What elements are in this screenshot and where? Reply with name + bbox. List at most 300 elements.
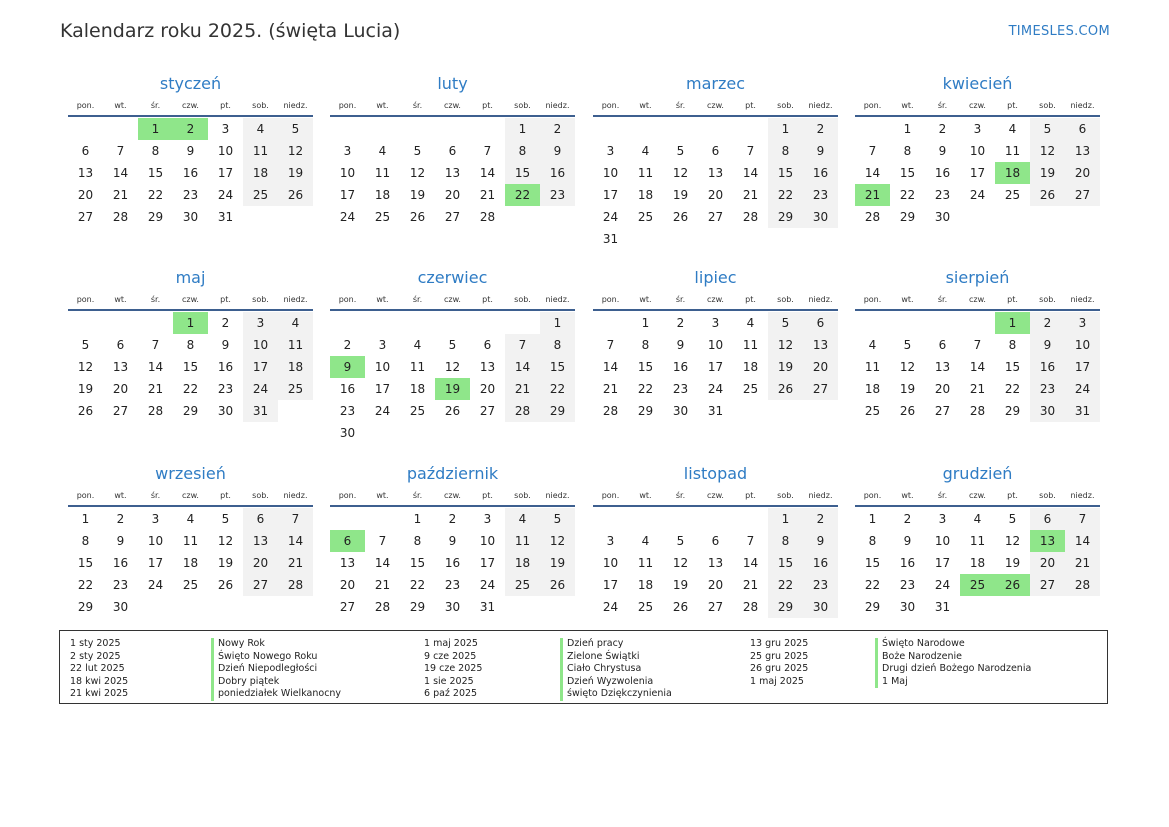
day-cell: 28 (374, 600, 391, 614)
weekday-label: czw. (707, 100, 724, 110)
day-cell: 6 (81, 144, 90, 158)
weekday-label: sob. (252, 294, 269, 304)
weekend-day: 18 (243, 162, 278, 184)
day-cell: 14 (374, 556, 391, 570)
day-cell: 6 (116, 338, 125, 352)
day-cell: 26 (217, 578, 234, 592)
weekday-label: czw. (969, 100, 986, 110)
empty-cell (628, 228, 663, 250)
legend-date: 26 gru 2025 (750, 663, 809, 674)
week-row (330, 400, 575, 422)
weekend-day: 11 (243, 140, 278, 162)
day-cell: 16 (934, 166, 951, 180)
weekend-day: 20 (1030, 552, 1065, 574)
weekend-day: 28 (505, 400, 540, 422)
page-title: Kalendarz roku 2025. (święta Lucia) (60, 20, 401, 42)
day-cell: 21 (742, 188, 759, 202)
weekend-day: 31 (1065, 400, 1100, 422)
day-cell: 24 (602, 600, 619, 614)
weekend-day: 22 (540, 378, 575, 400)
weekday-label: wt. (901, 100, 914, 110)
weekday-label: czw. (969, 294, 986, 304)
day-cell: 27 (444, 210, 461, 224)
empty-cell (733, 400, 768, 422)
weekend-day: 15 (540, 356, 575, 378)
weekend-day: 19 (768, 356, 803, 378)
weekday-label: pt. (1007, 294, 1018, 304)
day-cell: 1 (413, 512, 422, 526)
legend-holiday-name: Drugi dzień Bożego Narodzenia (875, 663, 1031, 676)
day-cell: 13 (479, 360, 496, 374)
day-cell: 3 (606, 534, 615, 548)
day-cell: 31 (479, 600, 496, 614)
day-cell: 7 (868, 144, 877, 158)
day-cell: 3 (378, 338, 387, 352)
empty-cell (365, 312, 400, 334)
weekend-day: 15 (768, 552, 803, 574)
empty-cell (400, 312, 435, 334)
weekday-label: sob. (777, 490, 794, 500)
empty-cell (698, 118, 733, 140)
day-cell: 16 (444, 556, 461, 570)
weekend-day: 12 (1030, 140, 1065, 162)
weekend-day: 12 (768, 334, 803, 356)
day-cell: 8 (186, 338, 195, 352)
legend-holiday-name: Święto Nowego Roku (211, 651, 341, 664)
month-4 (855, 73, 1100, 228)
day-cell: 13 (707, 166, 724, 180)
day-cell: 30 (672, 404, 689, 418)
weekend-day: 5 (540, 508, 575, 530)
day-cell: 5 (221, 512, 230, 526)
day-cell: 4 (746, 316, 755, 330)
weekend-day: 11 (278, 334, 313, 356)
weekend-day: 20 (1065, 162, 1100, 184)
day-cell: 16 (182, 166, 199, 180)
header-rule (68, 115, 313, 117)
weekday-label: pon. (76, 490, 95, 500)
day-cell: 14 (479, 166, 496, 180)
weekday-label: sob. (777, 100, 794, 110)
empty-cell (68, 312, 103, 334)
holiday-day: 19 (435, 378, 470, 400)
day-cell: 11 (742, 338, 759, 352)
day-cell: 28 (742, 210, 759, 224)
day-cell: 8 (903, 144, 912, 158)
day-cell: 10 (602, 556, 619, 570)
day-cell: 5 (448, 338, 457, 352)
day-cell: 16 (217, 360, 234, 374)
day-cell: 21 (479, 188, 496, 202)
day-cell: 17 (217, 166, 234, 180)
legend-holiday-name: poniedziałek Wielkanocny (211, 688, 341, 701)
legend-date: 19 cze 2025 (424, 663, 483, 674)
day-cell: 9 (676, 338, 685, 352)
empty-cell (768, 228, 803, 250)
day-cell: 21 (112, 188, 129, 202)
day-cell: 22 (77, 578, 94, 592)
header-rule (330, 115, 575, 117)
month-name: grudzień (942, 464, 1013, 483)
day-cell: 22 (637, 382, 654, 396)
empty-cell (365, 422, 400, 444)
day-cell: 16 (899, 556, 916, 570)
weekday-label: wt. (376, 100, 389, 110)
weekday-label: pt. (1007, 100, 1018, 110)
week-row (68, 356, 313, 378)
day-cell: 14 (602, 360, 619, 374)
day-cell: 2 (343, 338, 352, 352)
day-cell: 4 (186, 512, 195, 526)
day-cell: 23 (339, 404, 356, 418)
day-cell: 22 (864, 578, 881, 592)
day-cell: 16 (112, 556, 129, 570)
weekend-day: 21 (505, 378, 540, 400)
weekend-day: 8 (540, 334, 575, 356)
weekend-day: 12 (278, 140, 313, 162)
day-cell: 15 (864, 556, 881, 570)
day-cell: 1 (81, 512, 90, 526)
week-row (68, 530, 313, 552)
day-cell: 29 (899, 210, 916, 224)
empty-cell (698, 228, 733, 250)
legend-dates-col-2 (424, 638, 482, 701)
day-cell: 22 (182, 382, 199, 396)
week-row (330, 312, 575, 334)
weekend-day: 30 (1030, 400, 1065, 422)
day-cell: 12 (77, 360, 94, 374)
weekday-label: sob. (514, 490, 531, 500)
weekend-day: 27 (1065, 184, 1100, 206)
day-cell: 30 (112, 600, 129, 614)
day-cell: 4 (413, 338, 422, 352)
empty-cell (663, 228, 698, 250)
weekday-label: czw. (182, 294, 199, 304)
week-row (593, 312, 838, 334)
week-row (593, 508, 838, 530)
day-cell: 13 (77, 166, 94, 180)
weekday-label: śr. (412, 490, 423, 500)
weekend-day: 2 (803, 118, 838, 140)
day-cell: 6 (938, 338, 947, 352)
week-row (593, 206, 838, 228)
weekday-header (593, 289, 838, 309)
day-cell: 6 (711, 144, 720, 158)
day-cell: 11 (374, 166, 391, 180)
day-cell: 15 (77, 556, 94, 570)
day-cell: 10 (707, 338, 724, 352)
day-cell: 8 (81, 534, 90, 548)
day-cell: 24 (217, 188, 234, 202)
weekend-day: 16 (803, 162, 838, 184)
day-cell: 19 (1004, 556, 1021, 570)
legend-date: 13 gru 2025 (750, 638, 809, 649)
weekday-label: pon. (76, 100, 95, 110)
day-cell: 24 (479, 578, 496, 592)
weekend-day: 14 (505, 356, 540, 378)
day-cell: 7 (483, 144, 492, 158)
day-cell: 17 (339, 188, 356, 202)
month-name: październik (406, 464, 499, 483)
week-row (330, 552, 575, 574)
day-cell: 29 (77, 600, 94, 614)
day-cell: 11 (637, 556, 654, 570)
empty-cell (960, 596, 995, 618)
month-name: luty (437, 74, 468, 93)
weekend-day: 26 (540, 574, 575, 596)
legend-date: 6 paź 2025 (424, 688, 478, 699)
holiday-day: 22 (505, 184, 540, 206)
day-cell: 19 (672, 188, 689, 202)
week-row (330, 508, 575, 530)
weekday-label: wt. (114, 100, 127, 110)
header-rule (855, 505, 1100, 507)
weekday-label: wt. (639, 100, 652, 110)
legend-date: 21 kwi 2025 (70, 688, 129, 699)
holiday-legend (59, 630, 1108, 704)
week-row (68, 378, 313, 400)
day-cell: 26 (77, 404, 94, 418)
day-cell: 23 (182, 188, 199, 202)
day-cell: 17 (479, 556, 496, 570)
day-cell: 27 (934, 404, 951, 418)
legend-dates-col-3 (750, 638, 808, 688)
weekend-day: 4 (243, 118, 278, 140)
empty-cell (925, 312, 960, 334)
weekday-label: niedz. (283, 490, 308, 500)
weekend-day: 1 (768, 508, 803, 530)
day-cell: 19 (77, 382, 94, 396)
weekday-label: pt. (220, 294, 231, 304)
day-cell: 3 (343, 144, 352, 158)
day-cell: 30 (899, 600, 916, 614)
day-cell: 18 (864, 382, 881, 396)
day-cell: 3 (973, 122, 982, 136)
day-cell: 29 (1004, 404, 1021, 418)
legend-names-col-1 (211, 638, 341, 701)
empty-cell (733, 118, 768, 140)
day-cell: 28 (969, 404, 986, 418)
weekday-label: niedz. (545, 490, 570, 500)
week-row (593, 378, 838, 400)
weekend-day: 21 (1065, 552, 1100, 574)
day-cell: 25 (409, 404, 426, 418)
weekday-label: sob. (514, 294, 531, 304)
empty-cell (505, 312, 540, 334)
day-cell: 10 (217, 144, 234, 158)
weekday-label: pon. (601, 490, 620, 500)
day-cell: 27 (112, 404, 129, 418)
weekday-label: śr. (937, 100, 948, 110)
weekday-label: czw. (707, 294, 724, 304)
weekday-header (330, 289, 575, 309)
week-row (855, 552, 1100, 574)
weekday-label: wt. (376, 294, 389, 304)
weekend-day: 21 (278, 552, 313, 574)
weekday-label: wt. (901, 490, 914, 500)
month-name: lipiec (694, 268, 737, 287)
weekend-day: 2 (540, 118, 575, 140)
day-cell: 11 (864, 360, 881, 374)
day-cell: 20 (444, 188, 461, 202)
day-cell: 12 (672, 556, 689, 570)
day-cell: 29 (637, 404, 654, 418)
weekend-day: 25 (278, 378, 313, 400)
legend-holiday-name: Dzień Niepodległości (211, 663, 341, 676)
day-cell: 13 (707, 556, 724, 570)
legend-holiday-name: Boże Narodzenie (875, 651, 1031, 664)
day-cell: 25 (1004, 188, 1021, 202)
day-cell: 22 (147, 188, 164, 202)
empty-cell (103, 118, 138, 140)
weekday-label: sob. (1039, 294, 1056, 304)
empty-cell (628, 118, 663, 140)
weekday-label: sob. (252, 100, 269, 110)
weekday-header (593, 95, 838, 115)
weekday-label: pon. (338, 490, 357, 500)
day-cell: 18 (409, 382, 426, 396)
month-3 (593, 73, 838, 250)
weekend-day: 23 (1030, 378, 1065, 400)
holiday-day: 9 (330, 356, 365, 378)
day-cell: 9 (903, 534, 912, 548)
day-cell: 30 (182, 210, 199, 224)
day-cell: 11 (637, 166, 654, 180)
weekend-day: 1 (540, 312, 575, 334)
day-cell: 2 (903, 512, 912, 526)
weekend-day: 17 (1065, 356, 1100, 378)
weekday-label: pon. (601, 100, 620, 110)
day-cell: 13 (112, 360, 129, 374)
day-cell: 21 (742, 578, 759, 592)
week-row (330, 574, 575, 596)
weekend-day: 29 (768, 206, 803, 228)
weekday-label: śr. (412, 100, 423, 110)
week-row (68, 140, 313, 162)
empty-cell (698, 508, 733, 530)
weekend-day: 7 (505, 334, 540, 356)
weekend-day: 9 (803, 530, 838, 552)
day-cell: 10 (339, 166, 356, 180)
weekday-label: wt. (639, 490, 652, 500)
day-cell: 7 (116, 144, 125, 158)
day-cell: 10 (147, 534, 164, 548)
month-10 (330, 463, 575, 618)
day-cell: 20 (77, 188, 94, 202)
day-cell: 24 (147, 578, 164, 592)
day-cell: 7 (973, 338, 982, 352)
day-cell: 12 (217, 534, 234, 548)
weekend-day: 2 (803, 508, 838, 530)
week-row (330, 596, 575, 618)
weekday-label: pon. (863, 294, 882, 304)
day-cell: 25 (182, 578, 199, 592)
day-cell: 18 (374, 188, 391, 202)
day-cell: 29 (864, 600, 881, 614)
day-cell: 24 (602, 210, 619, 224)
weekday-label: pon. (863, 100, 882, 110)
week-row (593, 228, 838, 250)
weekend-day: 10 (243, 334, 278, 356)
weekend-day: 19 (540, 552, 575, 574)
day-cell: 5 (413, 144, 422, 158)
weekend-day: 4 (505, 508, 540, 530)
week-row (330, 206, 575, 228)
day-cell: 10 (479, 534, 496, 548)
weekend-day: 30 (803, 206, 838, 228)
month-name: sierpień (945, 268, 1010, 287)
legend-date: 22 lut 2025 (70, 663, 125, 674)
day-cell: 14 (864, 166, 881, 180)
legend-date: 18 kwi 2025 (70, 675, 129, 687)
day-cell: 26 (444, 404, 461, 418)
empty-cell (540, 422, 575, 444)
day-cell: 20 (339, 578, 356, 592)
day-cell: 3 (938, 512, 947, 526)
weekend-day: 19 (1030, 162, 1065, 184)
weekend-day: 1 (505, 118, 540, 140)
weekday-label: czw. (969, 490, 986, 500)
week-row (330, 334, 575, 356)
empty-cell (330, 508, 365, 530)
weekend-day: 5 (1030, 118, 1065, 140)
day-cell: 24 (374, 404, 391, 418)
weekday-header (855, 289, 1100, 309)
day-cell: 6 (448, 144, 457, 158)
week-row (68, 118, 313, 140)
site-link[interactable]: TIMESLES.COM (1008, 24, 1110, 39)
weekend-day: 14 (1065, 530, 1100, 552)
day-cell: 18 (969, 556, 986, 570)
empty-cell (330, 312, 365, 334)
empty-cell (208, 596, 243, 618)
week-row (855, 312, 1100, 334)
day-cell: 5 (676, 534, 685, 548)
day-cell: 23 (112, 578, 129, 592)
week-row (855, 184, 1100, 206)
legend-holiday-name: Dzień Wyzwolenia (560, 676, 672, 689)
day-cell: 11 (182, 534, 199, 548)
day-cell: 20 (707, 188, 724, 202)
week-row (330, 162, 575, 184)
day-cell: 7 (746, 534, 755, 548)
weekend-day: 27 (243, 574, 278, 596)
empty-cell (243, 206, 278, 228)
month-11 (593, 463, 838, 618)
day-cell: 31 (217, 210, 234, 224)
weekend-day: 6 (243, 508, 278, 530)
weekday-label: pt. (482, 490, 493, 500)
empty-cell (995, 596, 1030, 618)
week-row (593, 140, 838, 162)
weekday-label: pt. (220, 100, 231, 110)
weekend-day: 28 (1065, 574, 1100, 596)
day-cell: 12 (409, 166, 426, 180)
header-rule (68, 505, 313, 507)
day-cell: 14 (112, 166, 129, 180)
weekday-label: wt. (901, 294, 914, 304)
week-row (855, 530, 1100, 552)
weekend-day: 3 (1065, 312, 1100, 334)
weekday-label: niedz. (1070, 490, 1095, 500)
legend-date: 2 sty 2025 (70, 650, 121, 662)
empty-cell (470, 422, 505, 444)
weekday-label: wt. (639, 294, 652, 304)
month-name: marzec (685, 74, 745, 93)
holiday-day: 13 (1030, 530, 1065, 552)
day-cell: 25 (637, 210, 654, 224)
day-cell: 31 (707, 404, 724, 418)
